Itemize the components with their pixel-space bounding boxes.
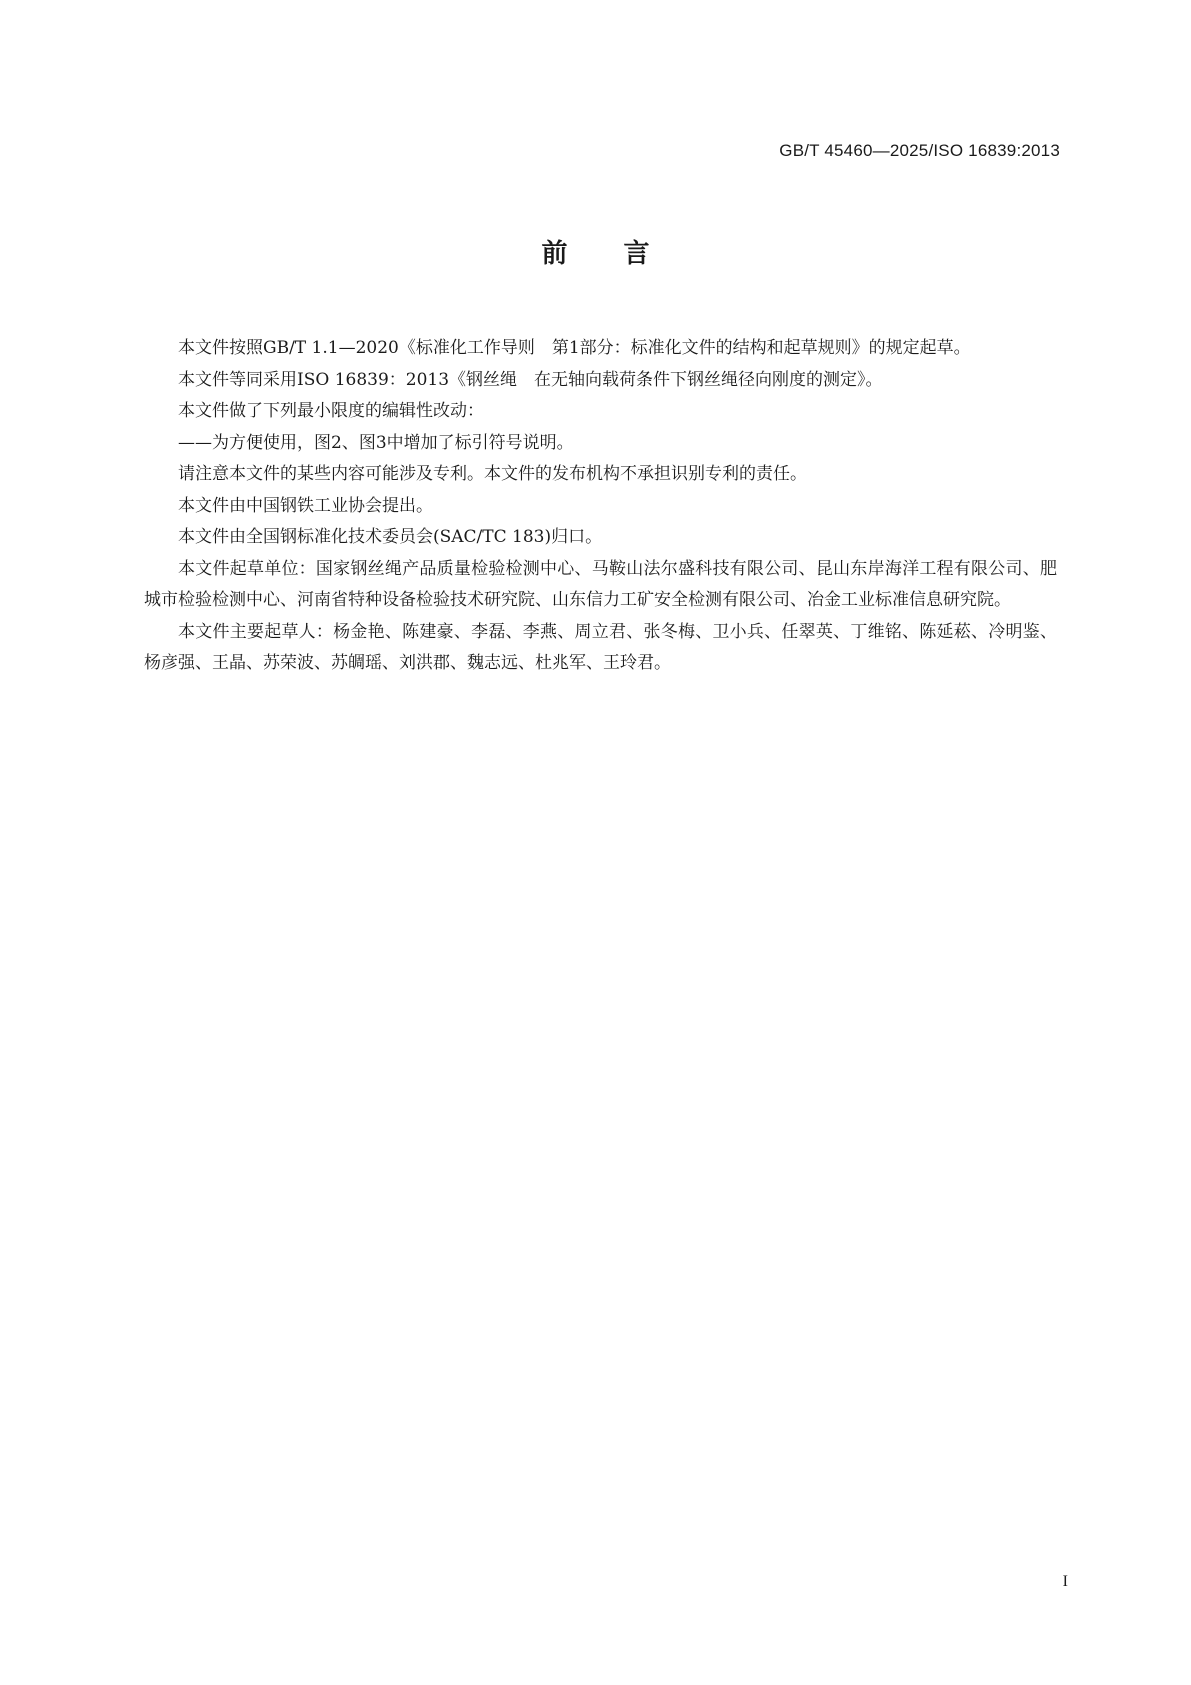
paragraph-drafting-units: 本文件起草单位：国家钢丝绳产品质量检验检测中心、马鞍山法尔盛科技有限公司、昆山东岸海洋工程有限公司、肥城市检验检测中心、河南省特种设备检验技术研究院、山东信力工矿安全检测有限公司、冶金工业标准信息研究院。 xyxy=(144,558,1057,610)
paragraph-change-item: ——为方便使用，图2、图3中增加了标引符号说明。 xyxy=(178,432,574,453)
paragraph-patent-notice: 请注意本文件的某些内容可能涉及专利。本文件的发布机构不承担识别专利的责任。 xyxy=(178,464,807,484)
body-text xyxy=(144,333,1057,680)
paragraph-drafting-rules: 本文件按照GB/T 1.1—2020《标准化工作导则 第1部分：标准化文件的结构和起草规则》的规定起草。 xyxy=(178,338,971,358)
document-code: GB/T 45460—2025/ISO 16839:2013 xyxy=(779,141,1060,160)
page-title: 前言 xyxy=(541,239,706,269)
paragraph-committee: 本文件由全国钢标准化技术委员会(SAC/TC 183)归口。 xyxy=(178,527,603,547)
paragraph-drafters: 本文件主要起草人：杨金艳、陈建豪、李磊、李燕、周立君、张冬梅、卫小兵、任翠英、丁维铭、陈延菘、冷明鉴、杨彦强、王晶、苏荣波、苏皗瑶、刘洪郡、魏志远、杜兆军、王玲君。 xyxy=(144,621,1057,673)
page-number: I xyxy=(1062,1573,1068,1590)
paragraph-proposer: 本文件由中国钢铁工业协会提出。 xyxy=(178,495,433,516)
paragraph-iso-adoption: 本文件等同采用ISO 16839：2013《钢丝绳 在无轴向载荷条件下钢丝绳径向刚度的测定》。 xyxy=(178,369,883,390)
paragraph-editorial-changes: 本文件做了下列最小限度的编辑性改动： xyxy=(178,401,484,421)
